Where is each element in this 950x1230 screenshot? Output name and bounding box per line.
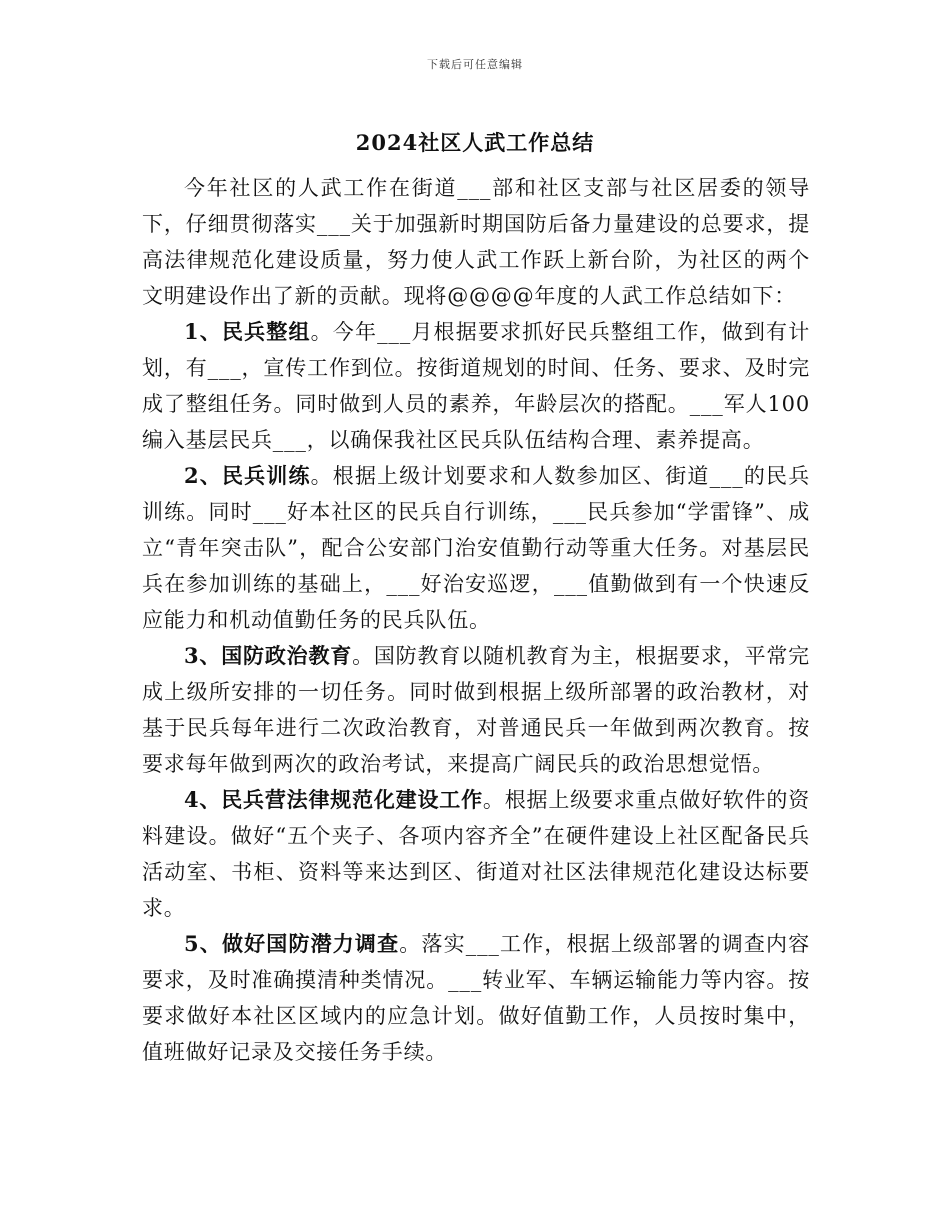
- document-title: 2024社区人武工作总结: [355, 130, 595, 155]
- section-heading-1: 1、民兵整组: [184, 319, 311, 344]
- section-paragraph-5: [142, 926, 810, 1070]
- section-heading-5: 5、做好国防潜力调查: [184, 931, 400, 956]
- section-heading-3: 3、国防政治教育: [184, 643, 353, 668]
- section-paragraph-4: [142, 782, 810, 926]
- intro-paragraph: 今年社区的人武工作在街道___部和社区支部与社区居委的领导下，仔细贯彻落实___关于加强新时期国防后备力量建设的总要求，提高法律规范化建设质量，努力使人武工作跃上新台阶，为社区的两个文明建设作出了新的贡献。现将@@@@年度的人武工作总结如下：: [142, 176, 810, 308]
- section-text-5: 。落实___工作，根据上级部署的调查内容要求，及时准确摸清种类情况。___转业军、车辆运输能力等内容。按要求做好本社区区域内的应急计划。做好值勤工作，人员按时集中，值班做好记录及交接任务手续。: [142, 932, 810, 1064]
- header-note: 下载后可任意编辑: [427, 58, 523, 71]
- section-paragraph-2: [142, 458, 810, 638]
- section-paragraph-1: [142, 314, 810, 458]
- section-text-3: 。国防教育以随机教育为主，根据要求，平常完成上级所安排的一切任务。同时做到根据上级所部署的政治教材，对基于民兵每年进行二次政治教育，对普通民兵一年做到两次教育。按要求每年做到两次的政治考试，来提高广阔民兵的政治思想觉悟。: [142, 644, 810, 776]
- section-heading-2: 2、民兵训练: [184, 463, 311, 488]
- section-text-4: 。根据上级要求重点做好软件的资料建设。做好“五个夹子、各项内容齐全”在硬件建设上社区配备民兵活动室、书柜、资料等来达到区、街道对社区法律规范化建设达标要求。: [142, 788, 810, 920]
- section-paragraph-3: [142, 638, 810, 782]
- document-body: [142, 170, 810, 1070]
- section-text-1: 。今年___月根据要求抓好民兵整组工作，做到有计划，有___，宣传工作到位。按街道规划的时间、任务、要求、及时完成了整组任务。同时做到人员的素养，年龄层次的搭配。___军人100编入基层民兵___，以确保我社区民兵队伍结构合理、素养提高。: [142, 320, 810, 452]
- section-text-2: 。根据上级计划要求和人数参加区、街道___的民兵训练。同时___好本社区的民兵自行训练，___民兵参加“学雷锋”、成立“青年突击队”，配合公安部门治安值勤行动等重大任务。对基层民兵在参加训练的基础上，___好治安巡逻，___值勤做到有一个快速反应能力和机动值勤任务的民兵队伍。: [142, 464, 810, 632]
- section-heading-4: 4、民兵营法律规范化建设工作: [184, 787, 483, 812]
